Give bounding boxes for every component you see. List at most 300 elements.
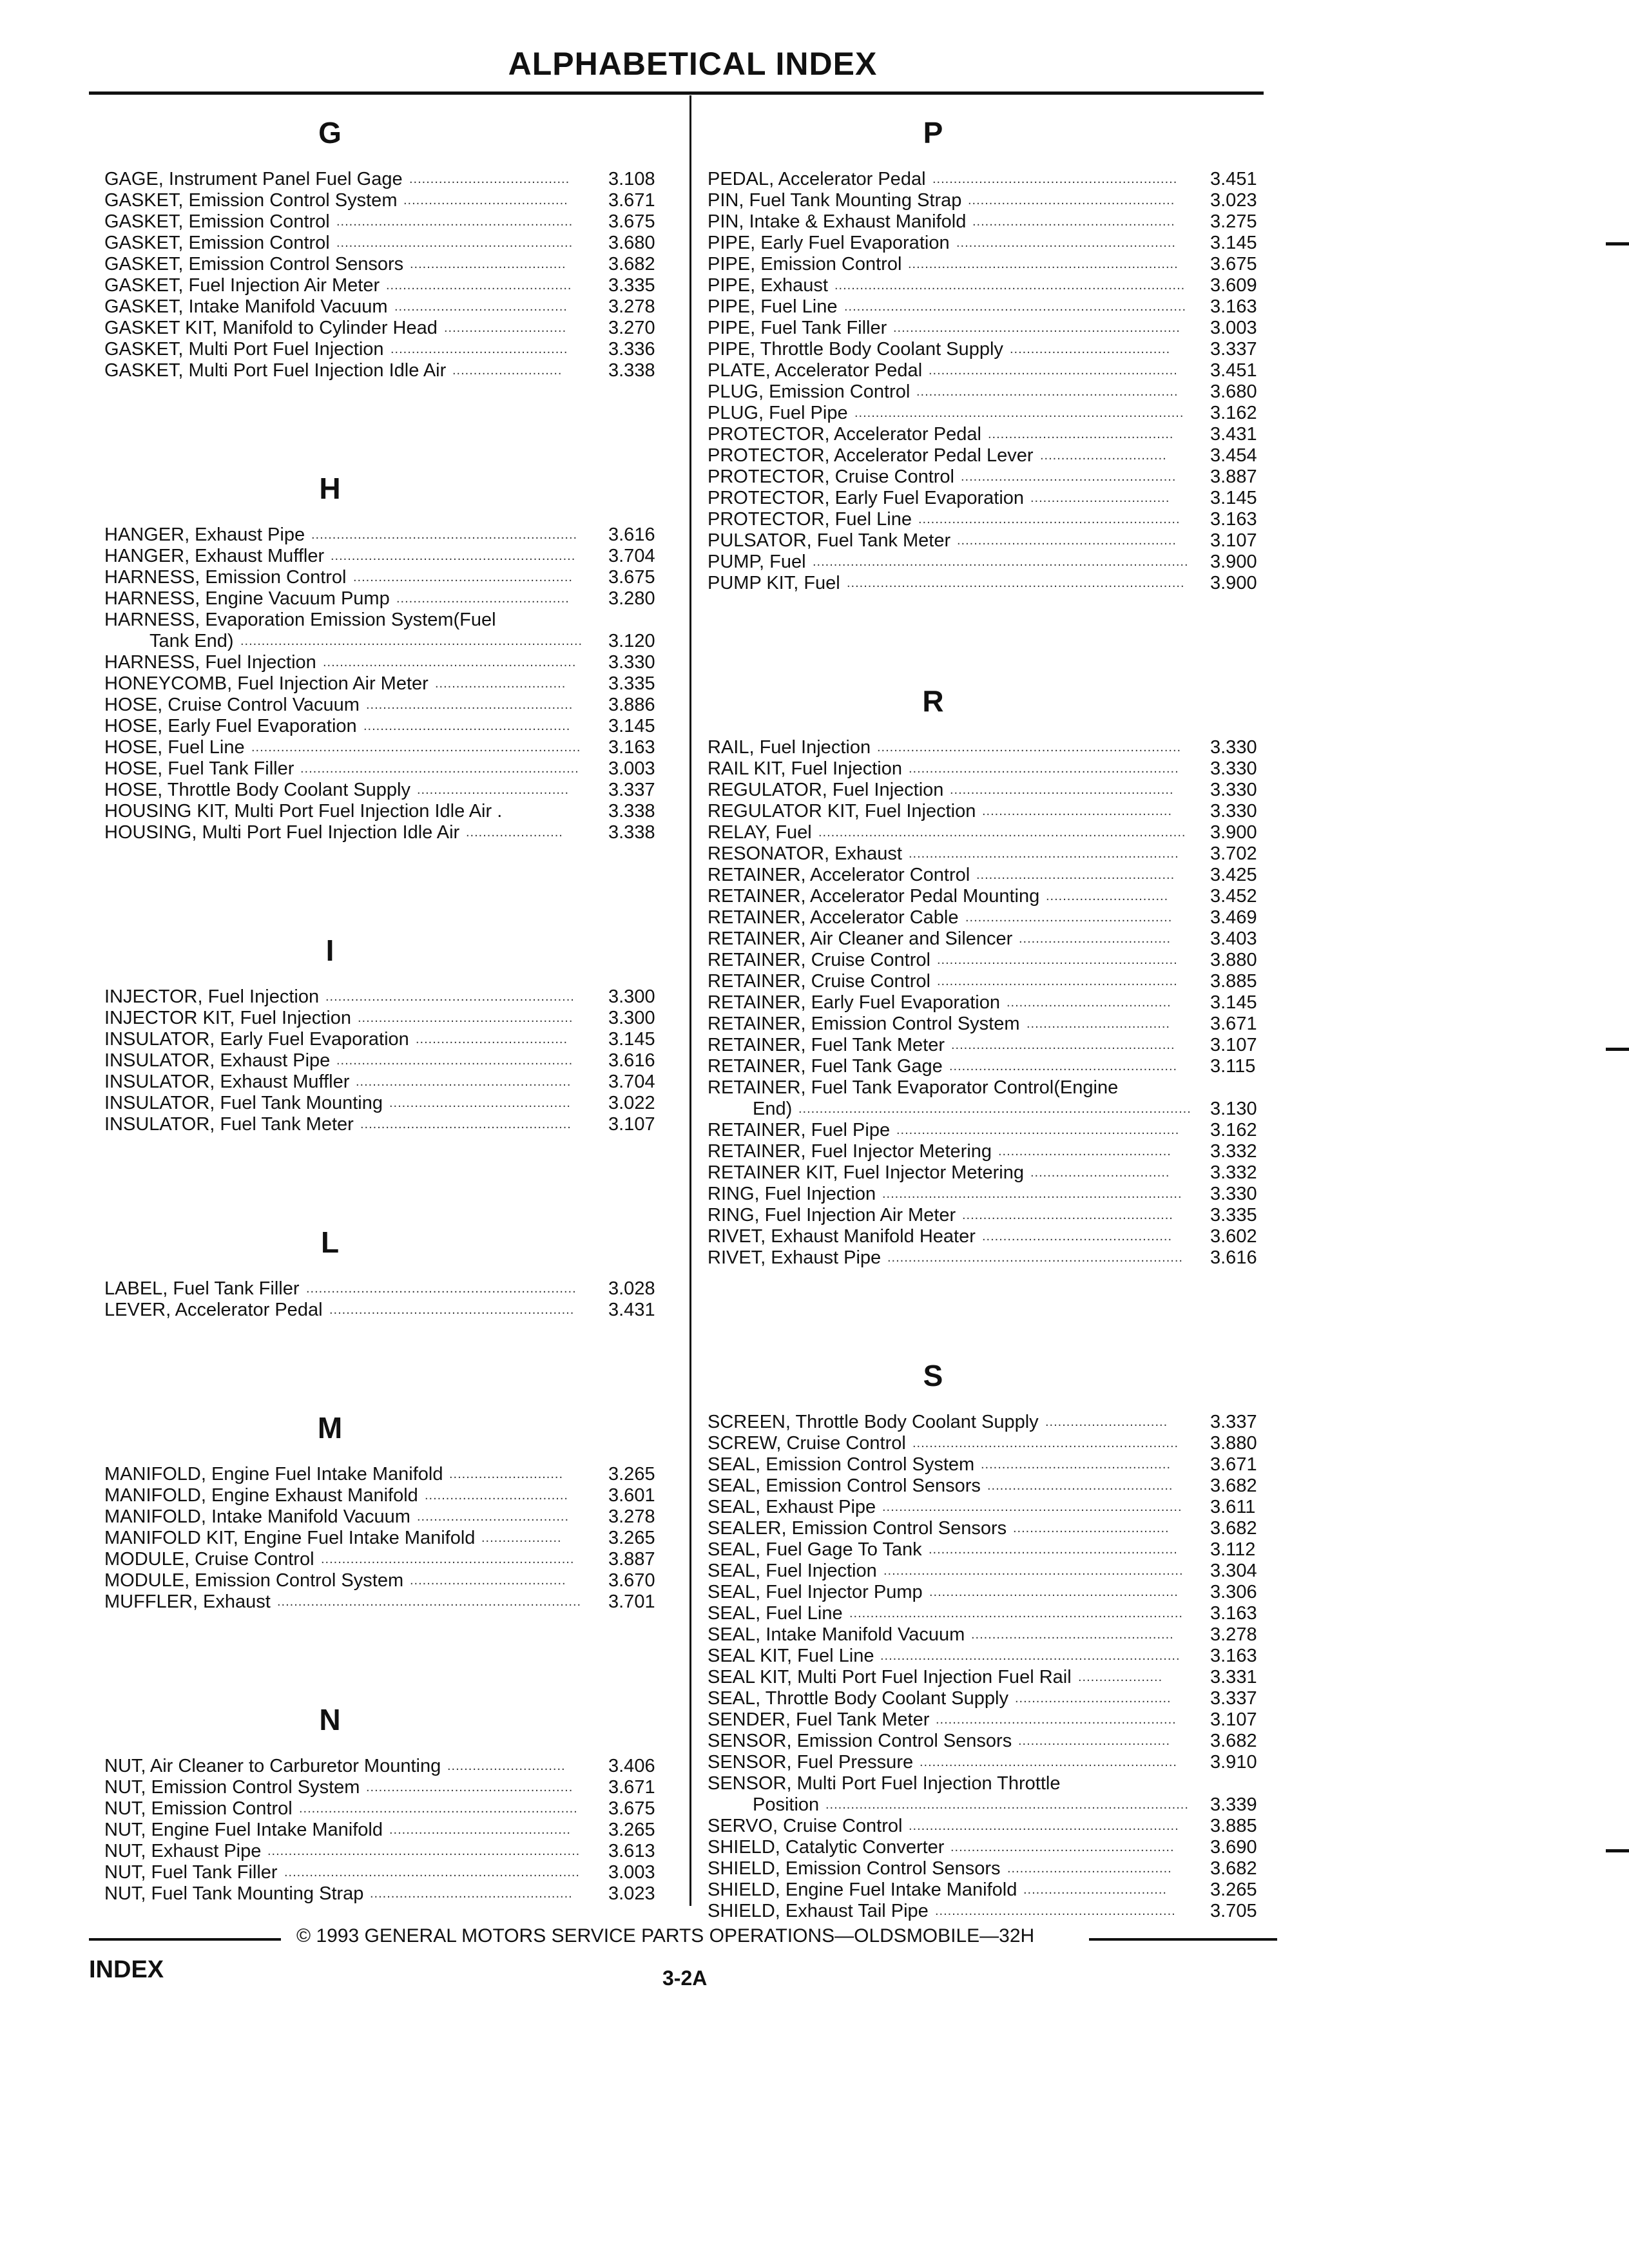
index-entry: [708, 971, 1281, 992]
index-entry: [708, 1731, 1281, 1752]
entry-name: GASKET, Emission Control: [104, 233, 330, 253]
dot-leader: ............................................: [386, 278, 572, 293]
section-letter: P: [923, 116, 943, 149]
page-title: ALPHABETICAL INDEX: [508, 46, 878, 82]
dot-leader: ..............................................................: [918, 512, 1181, 526]
dot-leader: .........................................................: [937, 953, 1178, 967]
dot-leader: ..................................................................: [299, 1802, 578, 1816]
entry-name: SEAL, Fuel Gage To Tank: [708, 1539, 922, 1560]
dot-leader: .....................................................: [950, 1840, 1175, 1854]
entry-name: SEAL, Exhaust Pipe: [708, 1497, 876, 1517]
index-entries: [708, 1412, 1281, 1922]
entry-name: HOSE, Throttle Body Coolant Supply: [104, 780, 410, 800]
entry-name: INSULATOR, Fuel Tank Mounting: [104, 1093, 383, 1113]
entry-page: 3.270: [608, 318, 655, 338]
entry-name: PEDAL, Accelerator Pedal: [708, 169, 926, 189]
dot-leader: ................................................................: [908, 257, 1179, 271]
entry-name: SEALER, Emission Control Sensors: [708, 1518, 1007, 1539]
entry-name: HANGER, Exhaust Pipe: [104, 524, 305, 545]
entry-name: HOUSING, Multi Port Fuel Injection Idle Air: [104, 822, 460, 843]
entry-page: 3.880: [1210, 950, 1257, 970]
entry-name: RETAINER, Accelerator Cable: [708, 907, 959, 928]
dot-leader: ...........................................................: [325, 990, 575, 1004]
entry-page: 3.275: [1210, 211, 1257, 232]
index-entry: [708, 275, 1281, 296]
index-entry: [708, 822, 1281, 843]
dot-leader: ................................................................: [306, 1282, 577, 1296]
dot-leader: .................................: [1030, 491, 1170, 505]
index-entry: [104, 1506, 679, 1528]
entry-page: 3.675: [608, 1798, 655, 1819]
entry-page: 3.330: [1210, 1184, 1257, 1204]
entry-name: RETAINER, Fuel Injector Metering: [708, 1141, 992, 1162]
entry-name: MANIFOLD, Engine Exhaust Manifold: [104, 1485, 418, 1506]
dot-leader: .......................................: [1007, 995, 1171, 1010]
index-entry: [104, 1862, 679, 1883]
entry-name: SENDER, Fuel Tank Meter: [708, 1709, 930, 1730]
dot-leader: ................................................................................: [847, 576, 1185, 590]
entry-page: 3.300: [608, 986, 655, 1007]
entry-name: RETAINER, Cruise Control: [708, 971, 930, 992]
index-entry: [104, 588, 679, 610]
index-entries: [708, 169, 1281, 594]
entry-page: 3.431: [608, 1300, 655, 1320]
entry-name: RESONATOR, Exhaust: [708, 843, 902, 864]
entry-page: 3.339: [1210, 1794, 1257, 1815]
index-entry: [104, 1093, 679, 1114]
dot-leader: ...........................................................: [929, 1585, 1179, 1599]
index-entry: [708, 1646, 1281, 1667]
dot-leader: .............................: [1046, 889, 1169, 903]
entry-page: 3.451: [1210, 169, 1257, 189]
dot-leader: ..............................................................................: [251, 740, 581, 754]
index-entry: [708, 886, 1281, 907]
entry-name: RETAINER, Fuel Tank Evaporator Control(Engine: [708, 1077, 1119, 1098]
dot-leader: ....................................: [1019, 932, 1171, 946]
entry-page: 3.900: [1210, 573, 1257, 593]
dot-leader: ....................................................: [353, 570, 573, 584]
entry-page: 3.330: [608, 652, 655, 673]
index-entry: [708, 780, 1281, 801]
index-entry: [708, 1035, 1281, 1056]
entry-page: 3.616: [608, 524, 655, 545]
entry-page: 3.107: [1210, 1709, 1257, 1730]
entry-name: GASKET, Fuel Injection Air Meter: [104, 275, 380, 296]
dot-leader: ..................................................: [962, 1208, 1173, 1222]
entry-page: 3.306: [1210, 1582, 1257, 1602]
dot-leader: ..............................................................................: [854, 406, 1184, 420]
dot-leader: .........................................: [998, 1144, 1171, 1158]
index-entry: [708, 296, 1281, 318]
dot-leader: .....................................................: [951, 1038, 1175, 1052]
entry-name: SEAL, Fuel Injector Pump: [708, 1582, 923, 1602]
entry-name: GASKET, Multi Port Fuel Injection: [104, 339, 384, 360]
index-entry: [104, 1528, 679, 1549]
index-entry: [708, 339, 1281, 360]
dot-leader: ................................................: [370, 1887, 573, 1901]
entry-page: 3.337: [1210, 339, 1257, 360]
section-letter: G: [318, 116, 342, 149]
dot-leader: ............................: [447, 1759, 566, 1773]
index-entry: [104, 986, 679, 1008]
entry-name: RAIL KIT, Fuel Injection: [708, 758, 902, 779]
entry-name: LEVER, Accelerator Pedal: [104, 1300, 323, 1320]
entry-page: 3.886: [608, 695, 655, 715]
entry-page: 3.616: [608, 1050, 655, 1071]
section-letter: L: [320, 1225, 340, 1259]
index-entry: [708, 1077, 1281, 1099]
index-entry: [104, 1798, 679, 1820]
entry-name: PROTECTOR, Early Fuel Evaporation: [708, 488, 1025, 508]
index-entry: [708, 509, 1281, 530]
entry-page: 3.406: [608, 1756, 655, 1776]
index-entry: [708, 1247, 1281, 1269]
entry-page: 3.704: [608, 546, 655, 566]
entry-page: 3.680: [608, 233, 655, 253]
dot-leader: ...........................................................: [929, 363, 1178, 378]
entry-page: 3.675: [1210, 254, 1257, 274]
entry-name: PIN, Intake & Exhaust Manifold: [708, 211, 967, 232]
entry-name: RETAINER, Fuel Tank Meter: [708, 1035, 945, 1055]
entry-page: 3.003: [1210, 318, 1257, 338]
dot-leader: ....................................: [417, 783, 570, 797]
index-entry: [104, 296, 679, 318]
dot-leader: ............................................................: [323, 655, 577, 669]
dot-leader: ..............................................................: [916, 385, 1179, 399]
entry-page: 3.431: [1210, 424, 1257, 445]
dot-leader: .................................: [1030, 1166, 1170, 1180]
entry-name: SERVO, Cruise Control: [708, 1816, 903, 1836]
index-entry: [708, 1056, 1281, 1077]
dot-leader: ....................: [1078, 1670, 1163, 1684]
index-entry: [708, 928, 1281, 950]
dot-leader: ............................................: [988, 427, 1174, 441]
entry-name: MANIFOLD, Engine Fuel Intake Manifold: [104, 1464, 443, 1485]
entry-page: 3.602: [1210, 1226, 1257, 1247]
entry-name: INSULATOR, Fuel Tank Meter: [104, 1114, 354, 1135]
dot-leader: ....................................................: [957, 533, 1177, 548]
entry-page: 3.265: [608, 1528, 655, 1548]
index-entry: [708, 1184, 1281, 1205]
entry-name: SEAL, Emission Control Sensors: [708, 1475, 981, 1496]
index-entry: [708, 1582, 1281, 1603]
index-entry: [104, 610, 679, 631]
index-entry: [708, 1518, 1281, 1539]
entry-name: HOUSING KIT, Multi Port Fuel Injection Idle Air .: [104, 801, 503, 822]
index-entry: [708, 1014, 1281, 1035]
entry-page: 3.705: [1210, 1901, 1257, 1921]
index-entry: [104, 1300, 679, 1321]
entry-name: HANGER, Exhaust Muffler: [104, 546, 325, 566]
index-column-left: [104, 97, 679, 1975]
entry-page: 3.336: [608, 339, 655, 360]
entry-page: 3.900: [1210, 552, 1257, 572]
entry-page: 3.900: [1210, 822, 1257, 843]
dot-leader: ......................................................: [949, 1059, 1178, 1073]
entry-name: GASKET, Multi Port Fuel Injection Idle Air: [104, 360, 447, 381]
entry-page: 3.163: [1210, 296, 1257, 317]
dot-leader: ...............................................................: [912, 1436, 1179, 1450]
entry-name: HOSE, Fuel Tank Filler: [104, 758, 294, 779]
entry-page: 3.680: [1210, 381, 1257, 402]
index-entry: [104, 822, 679, 843]
dot-leader: ...........................................................: [929, 1542, 1178, 1557]
dot-leader: .......................................: [1007, 1861, 1172, 1876]
index-entry: [708, 552, 1281, 573]
entry-name: SEAL, Emission Control System: [708, 1454, 975, 1475]
entry-name: SCREW, Cruise Control: [708, 1433, 906, 1454]
entry-name: INSULATOR, Exhaust Muffler: [104, 1072, 350, 1092]
dot-leader: ............................................................: [321, 1552, 575, 1566]
dot-leader: .............................: [444, 321, 567, 335]
entry-name: NUT, Fuel Tank Mounting Strap: [104, 1883, 364, 1904]
index-entry: [104, 1072, 679, 1093]
entry-page: 3.107: [608, 1114, 655, 1135]
entry-name: NUT, Emission Control: [104, 1798, 293, 1819]
dot-leader: .................................................: [965, 910, 1173, 925]
entry-name: PIPE, Exhaust: [708, 275, 828, 296]
entry-name: LABEL, Fuel Tank Filler: [104, 1278, 300, 1299]
entry-name: RETAINER, Cruise Control: [708, 950, 930, 970]
index-entry: [104, 758, 679, 780]
entry-page: 3.028: [608, 1278, 655, 1299]
dot-leader: .................................................: [366, 698, 574, 712]
index-entry: [104, 567, 679, 588]
entry-name: SHIELD, Engine Fuel Intake Manifold: [708, 1879, 1017, 1900]
entry-page: 3.338: [608, 801, 655, 822]
entry-page: 3.671: [608, 1777, 655, 1798]
index-entry: [708, 1205, 1281, 1226]
dot-leader: ..................................................: [360, 1117, 572, 1131]
dot-leader: ...................................................: [358, 1011, 574, 1025]
dot-leader: .............................: [1045, 1415, 1168, 1429]
index-entry: [104, 652, 679, 673]
index-entry: [708, 1752, 1281, 1773]
dot-leader: .........................................................................................: [813, 555, 1189, 569]
dot-leader: ........................................................................: [877, 740, 1182, 754]
entry-page: 3.609: [1210, 275, 1257, 296]
index-entry: [104, 1029, 679, 1050]
index-entry: [708, 950, 1281, 971]
entry-name: RETAINER, Accelerator Pedal Mounting: [708, 886, 1040, 907]
index-entry: [708, 1141, 1281, 1162]
index-entry: [104, 1756, 679, 1777]
index-entry: [708, 1667, 1281, 1688]
section-letter: I: [325, 934, 334, 967]
index-entry: [104, 254, 679, 275]
index-entry: [708, 381, 1281, 403]
entry-name: MANIFOLD, Intake Manifold Vacuum: [104, 1506, 410, 1527]
index-entry: [708, 360, 1281, 381]
entry-page: 3.145: [1210, 992, 1257, 1013]
index-entry: [104, 1050, 679, 1072]
entry-page: 3.130: [1210, 1099, 1257, 1119]
entry-page: 3.332: [1210, 1141, 1257, 1162]
entry-name: RETAINER, Air Cleaner and Silencer: [708, 928, 1013, 949]
index-entry: [708, 318, 1281, 339]
entry-name: MODULE, Emission Control System: [104, 1570, 404, 1591]
entry-page: 3.280: [608, 588, 655, 609]
index-entries: [104, 986, 679, 1135]
index-entry: [708, 190, 1281, 211]
entry-page: 3.003: [608, 758, 655, 779]
dot-leader: .........................................: [396, 591, 570, 606]
entry-page: 3.145: [1210, 488, 1257, 508]
entry-name: GAGE, Instrument Panel Fuel Gage: [104, 169, 403, 189]
entry-page: 3.616: [1210, 1247, 1257, 1268]
entry-page: 3.425: [1210, 865, 1257, 885]
entry-name: PROTECTOR, Fuel Line: [708, 509, 912, 530]
entry-page: 3.601: [608, 1485, 655, 1506]
entry-name: HARNESS, Evaporation Emission System(Fuel: [104, 610, 496, 630]
entry-name: PUMP KIT, Fuel: [708, 573, 840, 593]
entry-page: 3.107: [1210, 1035, 1257, 1055]
dot-leader: ......................................................................................: [825, 1798, 1189, 1812]
entry-page: 3.022: [608, 1093, 655, 1113]
entry-page: 3.611: [1210, 1497, 1256, 1517]
index-entry: [708, 1603, 1281, 1624]
index-entry: [708, 1539, 1281, 1561]
dot-leader: ...................................................................: [896, 1123, 1180, 1137]
title-rule: [89, 91, 1264, 95]
entry-page: 3.330: [1210, 780, 1257, 800]
dot-leader: .......................................................................: [880, 1649, 1181, 1663]
entry-page: 3.265: [608, 1464, 655, 1485]
index-entry: [708, 254, 1281, 275]
entry-page: 3.335: [1210, 1205, 1257, 1225]
entry-name: RELAY, Fuel: [708, 822, 812, 843]
section-letter: S: [923, 1359, 943, 1392]
index-entry: [104, 673, 679, 695]
dot-leader: ............................................: [987, 1479, 1173, 1493]
dot-leader: ..........................................: [390, 342, 568, 356]
dot-leader: .........................................................: [937, 974, 1178, 988]
entry-name: RETAINER, Fuel Pipe: [708, 1120, 891, 1140]
entry-name: RAIL, Fuel Injection: [708, 737, 871, 758]
margin-mark: [1606, 242, 1629, 245]
dot-leader: .......................................................................: [883, 1564, 1184, 1578]
index-entry: [104, 1008, 679, 1029]
entry-page: 3.330: [1210, 758, 1257, 779]
entry-name: PROTECTOR, Accelerator Pedal Lever: [708, 445, 1034, 466]
dot-leader: ...........................................: [389, 1823, 571, 1837]
entry-page: 3.682: [1210, 1731, 1257, 1751]
dot-leader: ....................................: [417, 1510, 570, 1524]
dot-leader: ...............................................: [976, 868, 1175, 882]
entry-page: 3.885: [1210, 971, 1257, 992]
dot-leader: ......................................: [1010, 342, 1171, 356]
entry-name: MANIFOLD KIT, Engine Fuel Intake Manifold: [104, 1528, 476, 1548]
entry-name: PROTECTOR, Cruise Control: [708, 466, 954, 487]
footer-page-number: 3-2A: [662, 1966, 708, 1990]
entry-name: SENSOR, Emission Control Sensors: [708, 1731, 1012, 1751]
dot-leader: .................................................................................: [844, 300, 1187, 314]
index-entry: [708, 1858, 1281, 1879]
entry-name: PIPE, Throttle Body Coolant Supply: [708, 339, 1003, 360]
entry-page: 3.162: [1210, 1120, 1257, 1140]
dot-leader: ..........................................................: [329, 1303, 575, 1317]
dot-leader: ......................................: [409, 172, 570, 186]
index-entry: [104, 716, 679, 737]
index-entry: [104, 801, 679, 822]
dot-leader: .....................................: [1013, 1521, 1170, 1535]
entry-page: 3.885: [1210, 1816, 1257, 1836]
dot-leader: ................................................................: [909, 1819, 1179, 1833]
entry-page: 3.613: [608, 1841, 655, 1861]
entry-page: 3.675: [608, 567, 655, 588]
dot-leader: ....................................................: [956, 236, 1176, 250]
entry-name: GASKET, Emission Control System: [104, 190, 398, 211]
entry-name-continued: Position: [753, 1794, 820, 1815]
entry-name: PIPE, Fuel Tank Filler: [708, 318, 887, 338]
entry-name: RETAINER, Emission Control System: [708, 1014, 1020, 1034]
dot-leader: ...........................................: [389, 1096, 571, 1110]
dot-leader: .................................................................................: [240, 634, 583, 648]
entry-page: 3.145: [1210, 233, 1257, 253]
entry-name: NUT, Air Cleaner to Carburetor Mounting: [104, 1756, 441, 1776]
dot-leader: .............................................: [981, 1457, 1171, 1472]
index-entry: [104, 524, 679, 546]
entry-page: 3.023: [1210, 190, 1257, 211]
entry-name: NUT, Engine Fuel Intake Manifold: [104, 1820, 383, 1840]
entry-name: PULSATOR, Fuel Tank Meter: [708, 530, 951, 551]
dot-leader: ....................................................................: [893, 321, 1181, 335]
entry-page: 3.910: [1210, 1752, 1257, 1773]
entry-page: 3.107: [1210, 530, 1257, 551]
index-entry: [708, 865, 1281, 886]
margin-mark: [1606, 1048, 1629, 1051]
index-entry: [104, 737, 679, 758]
entry-name: GASKET, Emission Control Sensors: [104, 254, 404, 274]
index-entry: [708, 424, 1281, 445]
dot-leader: ..................................: [425, 1488, 568, 1503]
entry-name: SHIELD, Emission Control Sensors: [708, 1858, 1001, 1879]
dot-leader: ...........................: [449, 1467, 564, 1481]
entry-name: SEAL, Intake Manifold Vacuum: [708, 1624, 965, 1645]
entry-name: SENSOR, Multi Port Fuel Injection Throttle: [708, 1773, 1061, 1794]
dot-leader: ...............................: [435, 677, 566, 691]
entry-name: SEAL, Throttle Body Coolant Supply: [708, 1688, 1008, 1709]
entry-name: REGULATOR KIT, Fuel Injection: [708, 801, 976, 822]
index-entry: [708, 1162, 1281, 1184]
dot-leader: ..........................................................: [331, 549, 576, 563]
dot-leader: .....................................: [410, 257, 566, 271]
entry-name: SEAL KIT, Fuel Line: [708, 1646, 874, 1666]
entry-name: SHIELD, Catalytic Converter: [708, 1837, 945, 1858]
dot-leader: .........................................: [394, 300, 568, 314]
dot-leader: ........................................................: [336, 215, 574, 229]
dot-leader: ..........................................................................: [267, 1844, 581, 1858]
dot-leader: ................................................: [972, 215, 1175, 229]
index-entry-continued: [708, 1099, 1281, 1120]
entry-page: 3.304: [1210, 1561, 1257, 1581]
dot-leader: ........................................................................: [277, 1595, 582, 1609]
index-entry: [708, 169, 1281, 190]
entry-name: INSULATOR, Early Fuel Evaporation: [104, 1029, 409, 1050]
entry-page: 3.338: [608, 360, 655, 381]
entry-page: 3.335: [608, 275, 655, 296]
entry-page: 3.332: [1210, 1162, 1257, 1183]
entry-page: 3.403: [1210, 928, 1257, 949]
dot-leader: .............................................................................................: [798, 1102, 1191, 1116]
index-entries: [104, 1278, 679, 1321]
index-entry: [708, 1773, 1281, 1794]
entry-name: HOSE, Fuel Line: [104, 737, 245, 758]
dot-leader: .....................................: [410, 1573, 566, 1588]
index-entry-continued: [708, 1794, 1281, 1816]
entry-name: RING, Fuel Injection: [708, 1184, 876, 1204]
entry-page: 3.671: [608, 190, 655, 211]
